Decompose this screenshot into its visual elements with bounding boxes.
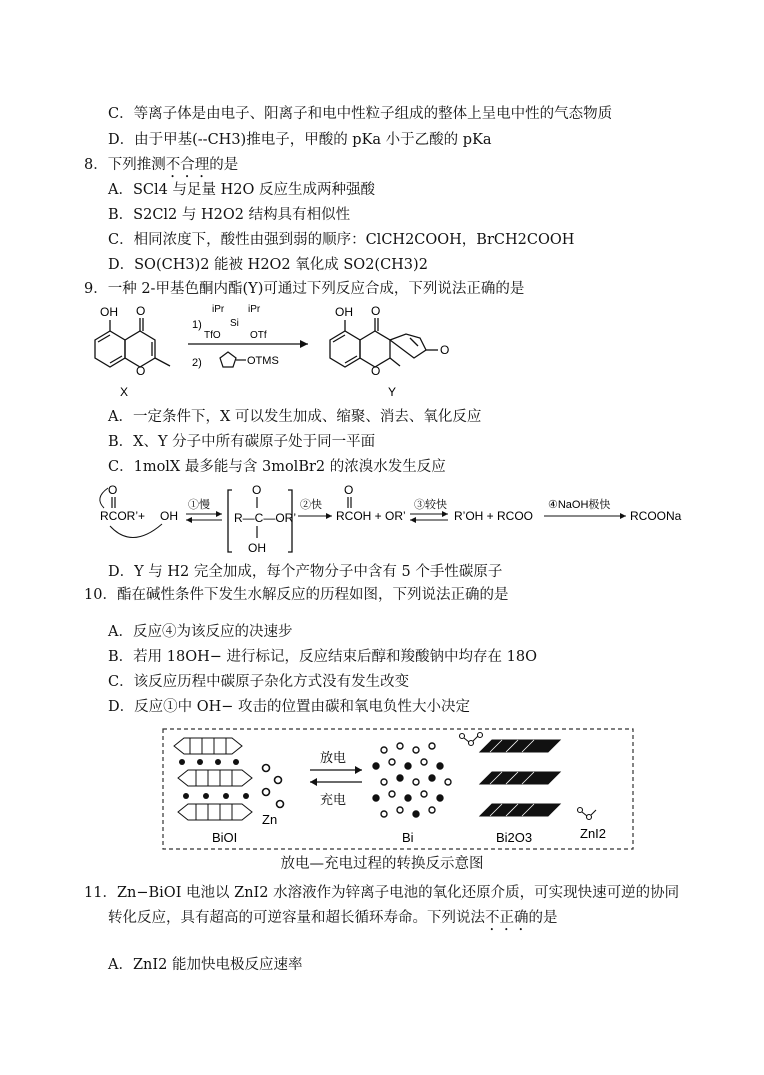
reaction-arrowhead xyxy=(300,340,308,348)
q8-option-d: D．SO(CH3)2 能被 H2O2 氧化成 SO2(CH3)2 xyxy=(108,257,428,273)
q8-stem-emphasis: 不合理 xyxy=(165,157,210,173)
label-bi2o3: Bi2O3 xyxy=(496,830,533,845)
q9-stem: 9．一种 2-甲基色酮内酯(Y)可通过下列反应合成，下列说法正确的是 xyxy=(84,281,525,297)
q10-option-d: D．反应①中 OH− 攻击的位置由碳和氧电负性大小决定 xyxy=(108,699,471,715)
q8-stem xyxy=(84,155,238,181)
x-oh-label: OH xyxy=(100,305,118,319)
intermediate-bottom: OH xyxy=(248,541,266,555)
q7-option-d: D．由于甲基(--CH3)推电子，甲酸的 pKa 小于乙酸的 pKa xyxy=(108,132,492,148)
q9-option-c: C．1molX 最多能与含 3molBr2 的浓溴水发生反应 xyxy=(108,459,446,475)
y-oh-label: OH xyxy=(335,305,353,319)
label-zn: Zn xyxy=(262,812,278,827)
reactant-o: O xyxy=(108,483,118,497)
q10-stem: 10．酯在碱性条件下发生水解反应的历程如图，下列说法正确的是 xyxy=(84,587,509,603)
q9-option-b: B．X、Y 分子中所有碳原子处于同一平面 xyxy=(108,434,376,450)
product2: RCOH + OR’ xyxy=(336,509,406,523)
reagent1-ipr-a: iPr xyxy=(212,304,225,315)
product2-o: O xyxy=(344,483,354,497)
reagent2-otms: OTMS xyxy=(247,355,279,367)
q11-stem-emphasis: 不正确 xyxy=(485,910,529,926)
y-o-label: O xyxy=(371,304,381,318)
label-discharge: 放电 xyxy=(320,750,347,765)
step3-label: ③较快 xyxy=(414,499,447,511)
reagent2-num: 2) xyxy=(192,357,202,369)
q11-stem-a: 转化反应，具有超高的可逆容量和超长循环寿命。下列说法 xyxy=(108,910,485,926)
x-o-label: O xyxy=(136,304,146,318)
q8-option-a: A．SCl4 与足量 H2O 反应生成两种强酸 xyxy=(108,182,375,198)
q10-option-a: A．反应④为该反应的决速步 xyxy=(108,624,293,640)
q11-stem-line2 xyxy=(108,908,558,934)
q11-option-a: A．ZnI2 能加快电极反应速率 xyxy=(108,957,303,973)
q9-option-a: A．一定条件下，X 可以发生加成、缩聚、消去、氧化反应 xyxy=(108,409,482,425)
product3: R’OH + RCOO xyxy=(454,509,534,523)
label-zni2: ZnI2 xyxy=(580,826,607,841)
electron-arrow xyxy=(110,524,162,538)
q8-stem-b: 的是 xyxy=(209,157,239,173)
intermediate-top: O xyxy=(252,483,262,497)
reagent1-tfo: TfO xyxy=(204,330,221,341)
reagent1-ipr-b: iPr xyxy=(248,304,261,315)
reactant-oh: OH xyxy=(160,509,178,523)
q10-option-b: B．若用 18OH− 进行标记，反应结束后醇和羧酸钠中均存在 18O xyxy=(108,649,537,665)
reactant-ester: RCOR’+ xyxy=(100,509,146,523)
zn-ions xyxy=(263,765,284,808)
q7-option-c: C．等离子体是由电子、阳离子和电中性粒子组成的整体上呈电中性的气态物质 xyxy=(108,106,613,122)
reagent1-num: 1) xyxy=(192,319,202,331)
biol-ions xyxy=(179,759,249,799)
reagent1-si: Si xyxy=(230,318,239,329)
y-lactone-o: O xyxy=(440,343,450,357)
structure-x xyxy=(95,318,170,367)
product4: RCOONa xyxy=(630,509,682,523)
bi2o3-layers xyxy=(480,740,560,816)
intermediate: R—C—OR’ xyxy=(234,511,296,525)
q11-stem-line1: 11．Zn−BiOI 电池以 ZnI2 水溶液作为锌离子电池的氧化还原介质，可实现快速可逆的协同 xyxy=(84,885,680,901)
q9-option-d: D．Y 与 H2 完全加成，每个产物分子中含有 5 个手性碳原子 xyxy=(108,564,503,580)
y-ring-o: O xyxy=(371,364,381,378)
furan-ring xyxy=(220,352,236,367)
label-charge: 充电 xyxy=(320,792,347,807)
figure-caption: 放电—充电过程的转换反示意图 xyxy=(280,856,484,872)
q11-stem-b: 的是 xyxy=(528,910,558,926)
q8-option-c: C．相同浓度下，酸性由强到弱的顺序：ClCH2COOH，BrCH2COOH xyxy=(108,232,575,248)
y-label: Y xyxy=(388,385,397,399)
step2-label: ②快 xyxy=(300,499,322,511)
step1-label: ①慢 xyxy=(188,499,210,511)
q10-option-c: C．该反应历程中碳原子杂化方式没有发生改变 xyxy=(108,674,410,690)
bi-particles xyxy=(373,743,451,817)
hydrolysis-mechanism xyxy=(92,480,712,562)
label-biol: BiOI xyxy=(212,830,238,845)
q8-option-b: B．S2Cl2 与 H2O2 结构具有相似性 xyxy=(108,207,351,223)
x-label: X xyxy=(120,385,129,399)
q9-reaction-scheme xyxy=(80,300,540,400)
q8-stem-a: 8．下列推测 xyxy=(84,157,166,173)
battery-figure xyxy=(162,728,634,850)
structure-y xyxy=(330,318,438,367)
reagent1-otf: OTf xyxy=(250,330,267,341)
label-bi: Bi xyxy=(402,830,414,845)
step4-label: ④NaOH极快 xyxy=(548,499,611,511)
biol-layers xyxy=(174,738,252,820)
x-ring-o: O xyxy=(136,364,146,378)
